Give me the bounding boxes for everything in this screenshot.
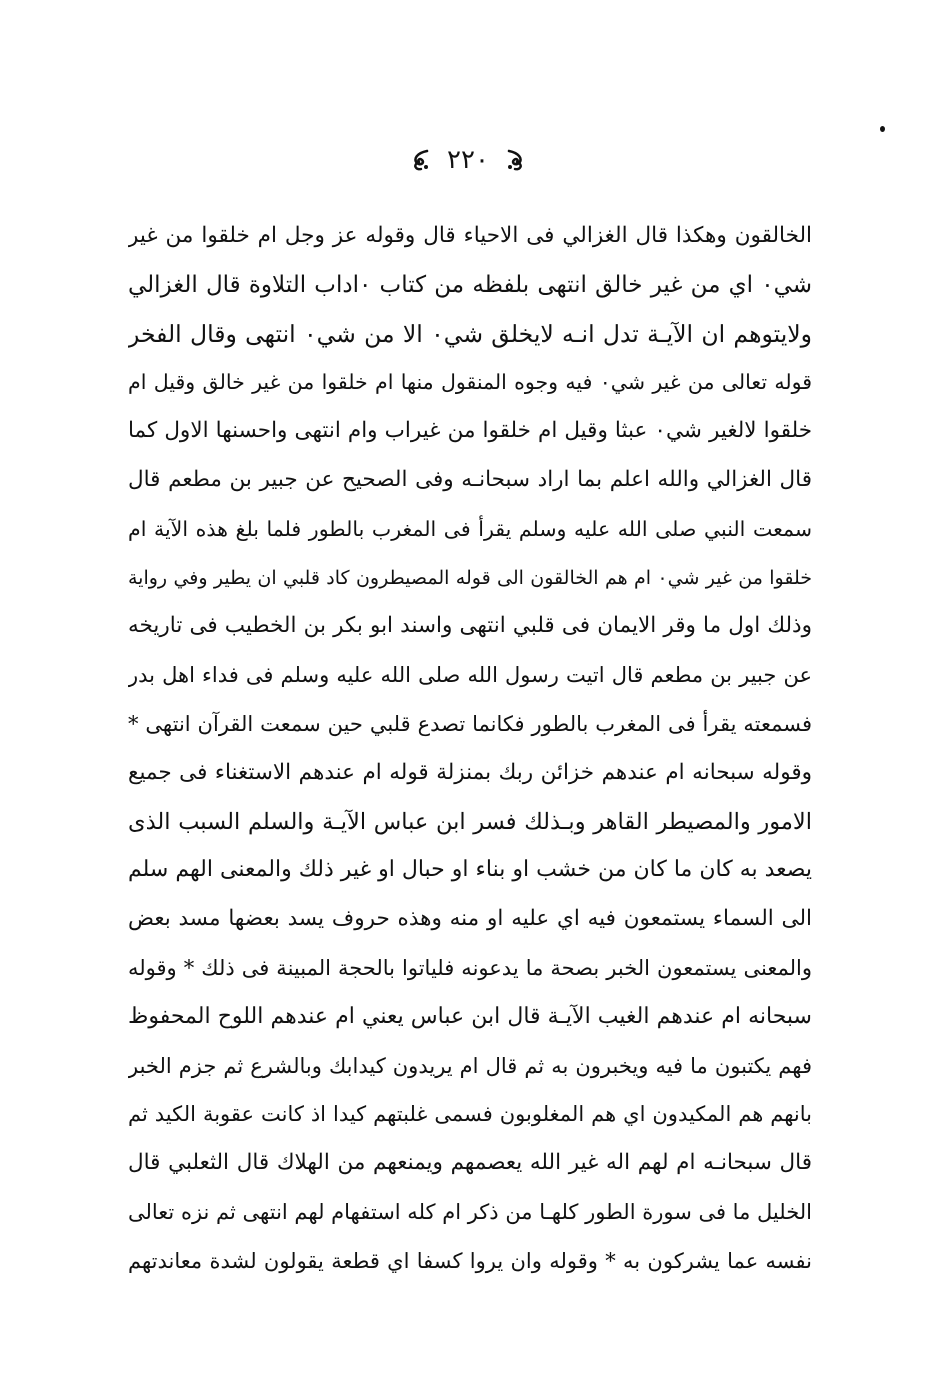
text-line: الى السماء يستمعون فيه اي عليه او منه وهذه حروف يسد بعضها مسد بعض (128, 906, 812, 932)
text-line: وقوله سبحانه ام عندهم خزائن ربك بمنزلة قوله ام عندهم الاستغناء فى جميع (128, 759, 812, 785)
text-line: الخليل ما فى سورة الطور كلهـا من ذكر ام كله استفهام لهم انتهى ثم نزه تعالى (128, 1199, 812, 1224)
text-line: يصعد به كان ما كان من خشب او بناء او حبال او غير ذلك والمعنى الهم سلم (128, 857, 812, 883)
text-line: والمعنى يستمعون الخبر بصحة ما يدعونه فلياتوا بالحجة المبينة فى ذلك * وقوله (128, 955, 812, 980)
page-header (0, 138, 936, 182)
text-line: فهم يكتبون ما فيه ويخبرون به ثم قال ام يريدون كيدابك وبالشرع ثم جزم الخبر (128, 1053, 812, 1078)
text-line: عن جبير بن مطعم قال اتيت رسول الله صلى الله عليه وسلم فى فداء اهل بدر (128, 663, 812, 688)
text-line: خلقوا لالغير شي٠ عبثا وقيل ام خلقوا من غيراب وام انتهى واحسنها الاول كما (128, 418, 812, 444)
text-line: نفسه عما يشركون به * وقوله وان يروا كسفا اي قطعة يقولون لشدة معاندتهم (128, 1248, 812, 1273)
ornament-swirl-icon (407, 147, 433, 173)
text-line: قال سبحانـه ام لهم اله غير الله يعصمهم ويمنعهم من الهلاك قال الثعلبي قال (128, 1150, 812, 1176)
text-line: وذلك اول ما وقر الايمان فى قلبي انتهى واسند ابو بكر بن الخطيب فى تاريخه (128, 613, 812, 639)
text-line: سبحانه ام عندهم الغيب الآيـة قال ابن عباس يعني ام عندهم اللوح المحفوظ (128, 1003, 812, 1029)
body-text (128, 212, 812, 1286)
ink-speck (880, 126, 885, 132)
text-line: قوله تعالى من غير شي٠ فيه وجوه المنقول منها ام خلقوا من غير خالق وقيل ام (128, 370, 812, 395)
text-line: الخالقون وهكذا قال الغزالي فى الاحياء قال وقوله عز وجل ام خلقوا من غير (128, 223, 812, 248)
text-line: فسمعته يقرأ فى المغرب بالطور فكانما تصدع قلبي حين سمعت القرآن انتهى * (128, 711, 812, 736)
ornament-swirl-icon (503, 147, 529, 173)
text-line: شي٠ اي من غير خالق انتهى بلفظه من كتاب ٠اداب التلاوة قال الغزالي (128, 271, 812, 298)
text-line: قال الغزالي والله اعلم بما اراد سبحانـه وفى الصحيح عن جبير بن مطعم قال (128, 466, 812, 492)
page-number: ٢٢٠ (447, 145, 489, 175)
text-line: خلقوا من غير شي٠ ام هم الخالقون الى قوله المصيطرون كاد قلبي ان يطير وفي رواية (128, 566, 812, 589)
text-line: سمعت النبي صلى الله عليه وسلم يقرأ فى المغرب بالطور فلما بلغ هذه الآية ام (128, 516, 812, 541)
text-line: الامور والمصيطر القاهر وبـذلك فسر ابن عباس الآيـة والسلم السبب الذى (128, 808, 812, 835)
text-line: ولايتوهم ان الآيـة تدل انـه لايخلق شي٠ الا من شي٠ انتهى وقال الفخر (128, 319, 812, 348)
text-line: بانهم هم المكيدون اي هم المغلوبون فسمى غلبتهم كيدا اذ كانت عقوبة الكيد ثم (128, 1102, 812, 1127)
